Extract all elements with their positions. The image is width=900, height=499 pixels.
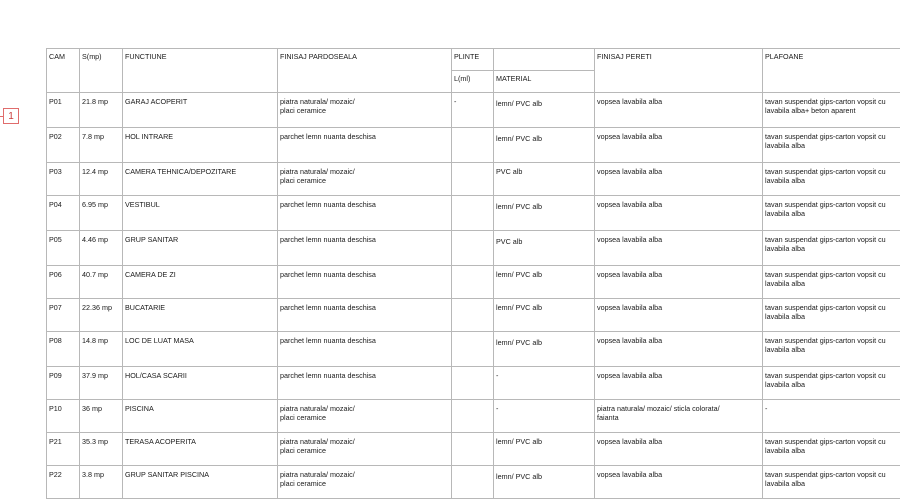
cell-material: PVC alb <box>494 163 595 196</box>
cell-wall-finish: piatra naturala/ mozaic/ sticla colorata/ faianta <box>595 400 763 433</box>
cell-area: 6.95 mp <box>80 196 123 231</box>
cell-wall-finish: vopsea lavabila alba <box>595 266 763 299</box>
header-material: MATERIAL <box>494 71 595 93</box>
header-function: FUNCTIUNE <box>123 49 278 93</box>
cell-area: 35.3 mp <box>80 433 123 466</box>
table-row <box>47 367 900 400</box>
cell-function: HOL INTRARE <box>123 128 278 163</box>
cell-material: lemn/ PVC alb <box>494 128 595 163</box>
cell-area: 12.4 mp <box>80 163 123 196</box>
cell-length <box>452 231 494 266</box>
cell-material: lemn/ PVC alb <box>494 466 595 499</box>
cell-ceiling: tavan suspendat gips-carton vopsit cu lavabila alba <box>763 196 900 231</box>
cell-length <box>452 466 494 499</box>
cell-wall-finish: vopsea lavabila alba <box>595 93 763 128</box>
cell-cam: P01 <box>47 93 80 128</box>
table-row <box>47 332 900 367</box>
cell-wall-finish: vopsea lavabila alba <box>595 433 763 466</box>
cell-cam: P09 <box>47 367 80 400</box>
cell-ceiling: tavan suspendat gips-carton vopsit cu lavabila alba <box>763 128 900 163</box>
table-row <box>47 163 900 196</box>
cell-floor-finish: parchet lemn nuanta deschisa <box>278 128 452 163</box>
cell-function: TERASA ACOPERITA <box>123 433 278 466</box>
header-plinte-spacer <box>494 49 595 71</box>
cell-wall-finish: vopsea lavabila alba <box>595 128 763 163</box>
cell-function: BUCATARIE <box>123 299 278 332</box>
cell-floor-finish: parchet lemn nuanta deschisa <box>278 231 452 266</box>
cell-function: GRUP SANITAR <box>123 231 278 266</box>
cell-length <box>452 332 494 367</box>
table-row <box>47 266 900 299</box>
cell-area: 14.8 mp <box>80 332 123 367</box>
cell-wall-finish: vopsea lavabila alba <box>595 466 763 499</box>
header-floor-finish: FINISAJ PARDOSEALA <box>278 49 452 93</box>
cell-wall-finish: vopsea lavabila alba <box>595 196 763 231</box>
cell-ceiling: tavan suspendat gips-carton vopsit cu lavabila alba <box>763 299 900 332</box>
cell-area: 36 mp <box>80 400 123 433</box>
cell-area: 4.46 mp <box>80 231 123 266</box>
annotation-marker: 1 <box>3 108 19 124</box>
cell-length <box>452 128 494 163</box>
cell-material: - <box>494 400 595 433</box>
cell-cam: P03 <box>47 163 80 196</box>
cell-floor-finish: parchet lemn nuanta deschisa <box>278 367 452 400</box>
cell-ceiling: tavan suspendat gips-carton vopsit cu lavabila alba <box>763 163 900 196</box>
cell-function: CAMERA TEHNICA/DEPOZITARE <box>123 163 278 196</box>
cell-wall-finish: vopsea lavabila alba <box>595 299 763 332</box>
cell-area: 22.36 mp <box>80 299 123 332</box>
finishes-schedule <box>46 48 900 499</box>
cell-area: 7.8 mp <box>80 128 123 163</box>
cell-ceiling: tavan suspendat gips-carton vopsit cu lavabila alba <box>763 433 900 466</box>
table-row <box>47 433 900 466</box>
cell-function: PISCINA <box>123 400 278 433</box>
cell-material: lemn/ PVC alb <box>494 299 595 332</box>
cell-floor-finish: parchet lemn nuanta deschisa <box>278 196 452 231</box>
cell-wall-finish: vopsea lavabila alba <box>595 163 763 196</box>
cell-ceiling: tavan suspendat gips-carton vopsit cu lavabila alba <box>763 231 900 266</box>
cell-length <box>452 433 494 466</box>
header-plinte: PLINTE <box>452 49 494 71</box>
header-length: L(ml) <box>452 71 494 93</box>
cell-function: CAMERA DE ZI <box>123 266 278 299</box>
cell-function: HOL/CASA SCARII <box>123 367 278 400</box>
cell-floor-finish: parchet lemn nuanta deschisa <box>278 266 452 299</box>
cell-material: lemn/ PVC alb <box>494 433 595 466</box>
header-ceiling: PLAFOANE <box>763 49 900 93</box>
cell-function: GRUP SANITAR PISCINA <box>123 466 278 499</box>
cell-function: LOC DE LUAT MASA <box>123 332 278 367</box>
cell-material: - <box>494 367 595 400</box>
cell-length <box>452 163 494 196</box>
cell-wall-finish: vopsea lavabila alba <box>595 332 763 367</box>
cell-material: lemn/ PVC alb <box>494 332 595 367</box>
cell-material: PVC alb <box>494 231 595 266</box>
cell-length <box>452 367 494 400</box>
cell-floor-finish: piatra naturala/ mozaic/ placi ceramice <box>278 93 452 128</box>
table-row <box>47 466 900 499</box>
finishes-table <box>46 48 900 499</box>
cell-area: 40.7 mp <box>80 266 123 299</box>
cell-cam: P05 <box>47 231 80 266</box>
cell-material: lemn/ PVC alb <box>494 93 595 128</box>
cell-ceiling: tavan suspendat gips-carton vopsit cu lavabila alba <box>763 367 900 400</box>
table-body <box>47 93 900 499</box>
cell-length <box>452 266 494 299</box>
cell-length: - <box>452 93 494 128</box>
table-row <box>47 93 900 128</box>
cell-wall-finish: vopsea lavabila alba <box>595 231 763 266</box>
cell-area: 3.8 mp <box>80 466 123 499</box>
table-row <box>47 400 900 433</box>
cell-ceiling: tavan suspendat gips-carton vopsit cu lavabila alba <box>763 332 900 367</box>
cell-length <box>452 196 494 231</box>
cell-wall-finish: vopsea lavabila alba <box>595 367 763 400</box>
cell-material: lemn/ PVC alb <box>494 266 595 299</box>
table-row <box>47 196 900 231</box>
cell-length <box>452 400 494 433</box>
cell-floor-finish: piatra naturala/ mozaic/ placi ceramice <box>278 466 452 499</box>
cell-ceiling: tavan suspendat gips-carton vopsit cu lavabila alba+ beton aparent <box>763 93 900 128</box>
header-area: S(mp) <box>80 49 123 93</box>
table-row <box>47 128 900 163</box>
header-cam: CAM <box>47 49 80 93</box>
cell-cam: P04 <box>47 196 80 231</box>
cell-cam: P22 <box>47 466 80 499</box>
table-row <box>47 299 900 332</box>
cell-length <box>452 299 494 332</box>
cell-area: 37.9 mp <box>80 367 123 400</box>
cell-cam: P02 <box>47 128 80 163</box>
table-row <box>47 231 900 266</box>
cell-area: 21.8 mp <box>80 93 123 128</box>
cell-floor-finish: piatra naturala/ mozaic/ placi ceramice <box>278 400 452 433</box>
cell-floor-finish: piatra naturala/ mozaic/ placi ceramice <box>278 163 452 196</box>
cell-ceiling: tavan suspendat gips-carton vopsit cu lavabila alba <box>763 266 900 299</box>
cell-cam: P07 <box>47 299 80 332</box>
cell-cam: P06 <box>47 266 80 299</box>
cell-floor-finish: parchet lemn nuanta deschisa <box>278 299 452 332</box>
cell-ceiling: - <box>763 400 900 433</box>
cell-ceiling: tavan suspendat gips-carton vopsit cu lavabila alba <box>763 466 900 499</box>
header-wall-finish: FINISAJ PERETI <box>595 49 763 93</box>
cell-function: VESTIBUL <box>123 196 278 231</box>
cell-cam: P10 <box>47 400 80 433</box>
cell-cam: P21 <box>47 433 80 466</box>
cell-floor-finish: piatra naturala/ mozaic/ placi ceramice <box>278 433 452 466</box>
cell-cam: P08 <box>47 332 80 367</box>
cell-floor-finish: parchet lemn nuanta deschisa <box>278 332 452 367</box>
cell-function: GARAJ ACOPERIT <box>123 93 278 128</box>
cell-material: lemn/ PVC alb <box>494 196 595 231</box>
